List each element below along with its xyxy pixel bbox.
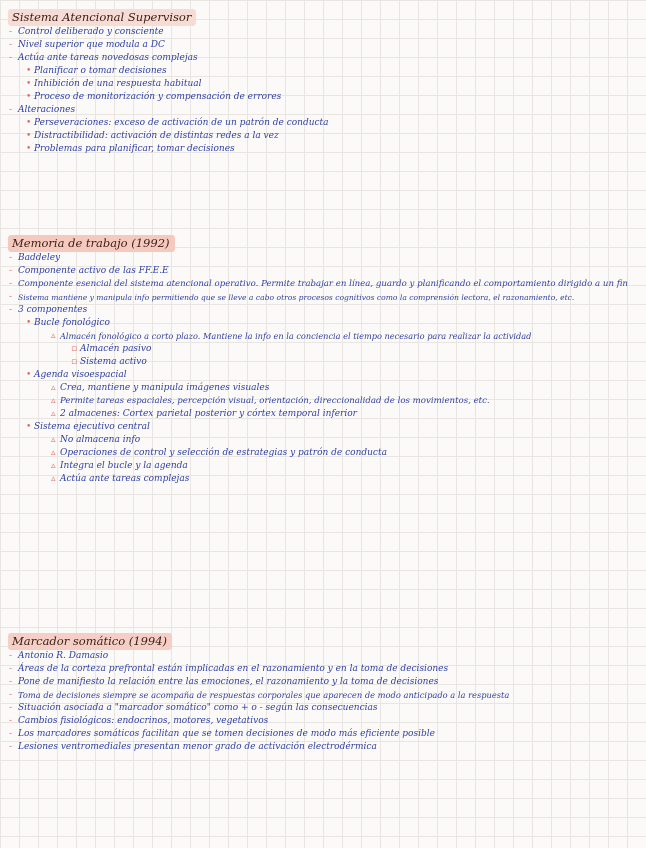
dot-bullet: • — [26, 92, 32, 102]
list-item: ▵ Crea, mantiene y manipula imágenes visuales — [51, 383, 270, 393]
dot-bullet: • — [26, 144, 32, 154]
dash-bullet: - — [9, 279, 13, 289]
dot-bullet: • — [26, 370, 32, 380]
list-item: - Control deliberado y consciente — [9, 27, 164, 37]
section-title: Sistema Atencional Supervisor — [8, 9, 196, 26]
list-item: • Planificar o tomar decisiones — [26, 66, 167, 76]
list-item: • Sistema ejecutivo central — [26, 422, 150, 432]
list-item: ▵ Actúa ante tareas complejas — [51, 474, 190, 484]
list-item: - Cambios fisiológicos: endocrinos, motores, vegetativos — [9, 716, 269, 726]
dash-bullet: - — [9, 742, 13, 752]
section-supervisor — [8, 6, 640, 156]
triangle-bullet: ▵ — [51, 409, 56, 419]
dot-bullet: • — [26, 131, 32, 141]
section-title: Marcador somático (1994) — [8, 633, 172, 650]
list-item: ▫ Almacén pasivo — [71, 344, 152, 354]
dash-bullet: - — [9, 703, 13, 713]
section-title: Memoria de trabajo (1992) — [8, 235, 175, 252]
square-bullet: ▫ — [71, 357, 78, 367]
list-item: - Situación asociada a "marcador somático" como + o - según las consecuencias — [9, 703, 378, 713]
list-item: • Problemas para planificar, tomar decisiones — [26, 144, 235, 154]
list-item: - Componente activo de las FF.E.E — [9, 266, 169, 276]
list-item: - Sistema mantiene y manipula info permitiendo que se lleve a cabo otros procesos cognitivos como la comprensión lectora, el razonamiento, etc. — [9, 292, 575, 302]
section-somatic-marker — [8, 630, 640, 754]
dash-bullet: - — [9, 664, 13, 674]
list-item: ▫ Sistema activo — [71, 357, 147, 367]
list-item: • Distractibilidad: activación de distintas redes a la vez — [26, 131, 279, 141]
dot-bullet: • — [26, 318, 32, 328]
list-item: - Componente esencial del sistema atencional operativo. Permite trabajar en línea, guardo y planificando el comportamiento dirigido a un fin — [9, 279, 628, 289]
square-bullet: ▫ — [71, 344, 78, 354]
dot-bullet: • — [26, 66, 32, 76]
dash-bullet: - — [9, 266, 13, 276]
dash-bullet: - — [9, 716, 13, 726]
dot-bullet: • — [26, 79, 32, 89]
list-item: - Los marcadores somáticos facilitan que se tomen decisiones de modo más eficiente posible — [9, 729, 435, 739]
list-item: ▵ Integra el bucle y la agenda — [51, 461, 188, 471]
dash-bullet: - — [9, 40, 13, 50]
list-item: - Pone de manifiesto la relación entre las emociones, el razonamiento y la toma de decisiones — [9, 677, 439, 687]
dash-bullet: - — [9, 292, 13, 302]
dash-bullet: - — [9, 305, 13, 315]
dash-bullet: - — [9, 105, 13, 115]
list-item: - Áreas de la corteza prefrontal están implicadas en el razonamiento y en la toma de decisiones — [9, 664, 449, 674]
list-item: - Toma de decisiones siempre se acompaña de respuestas corporales que aparecen de modo anticipado a la respuesta — [9, 690, 510, 700]
list-item: ▵ Operaciones de control y selección de estrategias y patrón de conducta — [51, 448, 387, 458]
note-list — [8, 252, 640, 486]
list-item: ▵ Almacén fonológico a corto plazo. Mantiene la info en la conciencia el tiempo necesario para realizar la actividad — [51, 331, 532, 341]
note-list — [8, 650, 640, 754]
list-item: - 3 componentes — [9, 305, 88, 315]
dash-bullet: - — [9, 690, 13, 700]
triangle-bullet: ▵ — [51, 448, 56, 458]
triangle-bullet: ▵ — [51, 435, 56, 445]
triangle-bullet: ▵ — [51, 383, 56, 393]
list-item: - Antonio R. Damasio — [9, 651, 109, 661]
dash-bullet: - — [9, 27, 13, 37]
dot-bullet: • — [26, 422, 32, 432]
triangle-bullet: ▵ — [51, 474, 56, 484]
dash-bullet: - — [9, 53, 13, 63]
list-item: • Perseveraciones: exceso de activación de un patrón de conducta — [26, 118, 329, 128]
list-item: • Inhibición de una respuesta habitual — [26, 79, 202, 89]
list-item: - Alteraciones — [9, 105, 76, 115]
list-item: ▵ 2 almacenes: Cortex parietal posterior y córtex temporal inferior — [51, 409, 357, 419]
list-item: - Baddeley — [9, 253, 61, 263]
dash-bullet: - — [9, 253, 13, 263]
list-item: - Nivel superior que modula a DC — [9, 40, 165, 50]
list-item: • Agenda visoespacial — [26, 370, 127, 380]
note-list — [8, 26, 640, 156]
dash-bullet: - — [9, 677, 13, 687]
list-item: - Actúa ante tareas novedosas complejas — [9, 53, 198, 63]
list-item: - Lesiones ventromediales presentan menor grado de activación electrodérmica — [9, 742, 377, 752]
section-working-memory — [8, 232, 640, 486]
dot-bullet: • — [26, 118, 32, 128]
triangle-bullet: ▵ — [51, 396, 56, 406]
list-item: • Proceso de monitorización y compensación de errores — [26, 92, 282, 102]
dash-bullet: - — [9, 729, 13, 739]
list-item: ▵ No almacena info — [51, 435, 141, 445]
list-item: ▵ Permite tareas espaciales, percepción visual, orientación, direccionalidad de los movimientos, etc. — [51, 396, 490, 406]
list-item: • Bucle fonológico — [26, 318, 110, 328]
triangle-bullet: ▵ — [51, 331, 56, 341]
triangle-bullet: ▵ — [51, 461, 56, 471]
dash-bullet: - — [9, 651, 13, 661]
